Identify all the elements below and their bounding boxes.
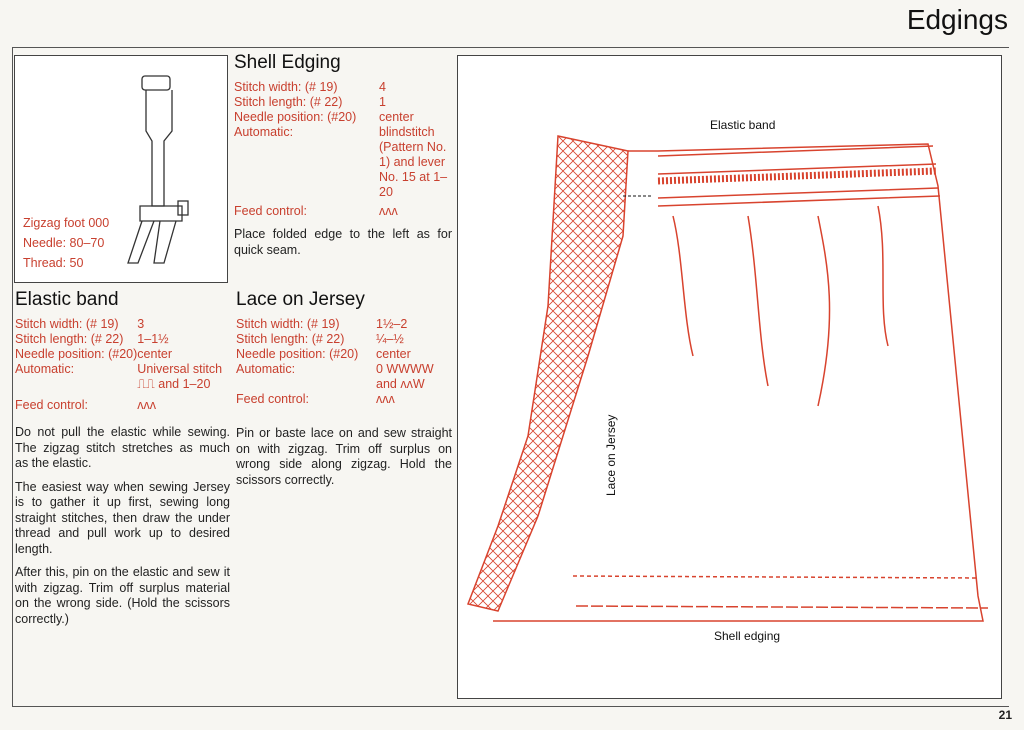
spec-value: ᴧᴧᴧ	[376, 392, 395, 406]
shell-edging-text: Place folded edge to the left as for quick seam.	[234, 227, 452, 257]
spec-label: Feed control:	[15, 398, 88, 412]
foot-type: Zigzag foot 000	[23, 216, 110, 230]
shell-edging-heading: Shell Edging	[234, 52, 341, 73]
spec-value: center	[137, 347, 173, 361]
spec-value: 1–1½	[137, 332, 169, 346]
skirt-drawing	[458, 56, 1001, 698]
spec-value: ¼–½	[376, 332, 404, 346]
thread-size: Thread: 50	[23, 256, 84, 270]
spec-value: Universal stitch ⎍⎍ and 1–20	[137, 362, 223, 391]
spec-value: 0 WWWW and ᴧᴧW	[376, 362, 434, 391]
presser-foot-icon	[120, 71, 200, 271]
spec-value: center	[376, 347, 411, 361]
spec-label: Stitch width: (# 19)	[234, 80, 338, 94]
skirt-illustration	[457, 55, 1002, 699]
lace-on-jersey-label: Lace on Jersey	[604, 414, 618, 496]
shell-edging-label: Shell edging	[714, 629, 781, 643]
elastic-band-heading: Elastic band	[15, 289, 119, 310]
spec-label: Stitch width: (# 19)	[15, 317, 119, 331]
lace-text: Pin or baste lace on and sew straight on with zigzag. Trim off surplus on wrong side along zigzag. Hold the scissors correctly.	[236, 426, 452, 487]
shell-edging-section	[234, 52, 452, 258]
spec-label: Stitch length: (# 22)	[15, 332, 124, 346]
spec-label: Automatic:	[15, 362, 75, 376]
elastic-band-section	[15, 289, 230, 635]
spec-label: Stitch width: (# 19)	[236, 317, 340, 331]
needle-size: Needle: 80–70	[23, 236, 105, 250]
elastic-band-label: Elastic band	[710, 118, 776, 132]
presser-foot-panel	[14, 55, 228, 283]
spec-label: Needle position: (#20)	[234, 110, 357, 124]
spec-value: center	[379, 110, 414, 124]
elastic-paragraph: After this, pin on the elastic and sew it with zigzag. Trim off surplus material on the wrong side. (Hold the scissors correctly.)	[15, 565, 230, 626]
elastic-paragraph: Do not pull the elastic while sewing. The zigzag stitch stretches as much as the elastic.	[15, 425, 230, 470]
spec-label: Needle position: (#20)	[15, 347, 138, 361]
spec-value: 1½–2	[376, 317, 408, 331]
spec-value: 1	[379, 95, 386, 109]
lace-on-jersey-section	[236, 289, 452, 488]
lace-heading: Lace on Jersey	[236, 289, 365, 310]
spec-value: 3	[137, 317, 145, 331]
spec-label: Feed control:	[234, 204, 307, 218]
spec-label: Stitch length: (# 22)	[234, 95, 343, 109]
elastic-paragraph: The easiest way when sewing Jersey is to gather it up first, sewing long straight stitches, then draw the under thread and pull work up to desired length.	[15, 479, 230, 556]
spec-value: 4	[379, 80, 386, 94]
page-title: Edgings	[906, 4, 1008, 35]
spec-value: ᴧᴧᴧ	[379, 204, 398, 218]
spec-label: Feed control:	[236, 392, 309, 406]
spec-label: Automatic:	[234, 125, 294, 139]
spec-value: blindstitch (Pattern No. 1) and lever No. 15 at 1–20	[379, 125, 448, 199]
page-number: 21	[998, 708, 1012, 722]
spec-label: Stitch length: (# 22)	[236, 332, 345, 346]
spec-value: ᴧᴧᴧ	[137, 398, 157, 412]
spec-label: Needle position: (#20)	[236, 347, 359, 361]
spec-label: Automatic:	[236, 362, 296, 376]
